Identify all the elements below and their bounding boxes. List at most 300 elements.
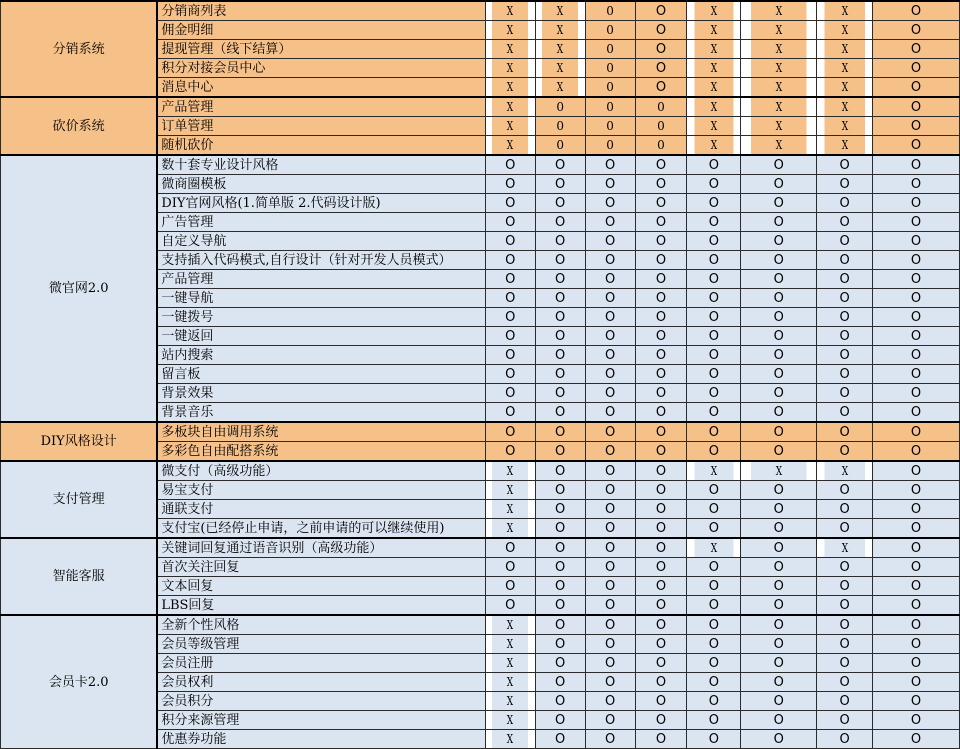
feature-cell: 订单管理: [157, 117, 485, 136]
availability-cell: O: [535, 654, 585, 673]
availability-cell: O: [635, 194, 687, 213]
availability-cell: O: [741, 519, 817, 539]
feature-cell: 支付宝(已经停止申请，之前申请的可以继续使用): [157, 519, 485, 539]
availability-cell: O: [687, 251, 741, 270]
availability-cell: O: [873, 654, 960, 673]
availability-cell: O: [817, 365, 873, 384]
availability-cell: O: [535, 635, 585, 654]
availability-cell: O: [687, 175, 741, 194]
availability-cell: X: [694, 136, 734, 156]
availability-cell: 0: [585, 78, 635, 98]
availability-cell: O: [873, 422, 960, 442]
availability-cell: O: [585, 730, 635, 749]
availability-cell: X: [750, 21, 807, 40]
availability-cell: O: [687, 422, 741, 442]
table-row: [1, 538, 960, 558]
feature-cell: 会员注册: [157, 654, 485, 673]
availability-cell: O: [635, 40, 687, 59]
availability-cell: X: [694, 117, 734, 136]
availability-cell: O: [741, 558, 817, 577]
availability-cell: O: [535, 346, 585, 365]
availability-cell: O: [741, 213, 817, 232]
availability-cell: O: [741, 155, 817, 175]
availability-cell: O: [585, 654, 635, 673]
availability-cell: O: [635, 213, 687, 232]
feature-cell: 分销商列表: [157, 1, 485, 21]
availability-cell: O: [585, 481, 635, 500]
availability-cell: O: [585, 365, 635, 384]
availability-cell: O: [741, 500, 817, 519]
availability-cell: O: [873, 461, 960, 481]
section-label: 智能客服: [1, 538, 158, 615]
feature-cell: 会员权利: [157, 673, 485, 692]
availability-cell: O: [873, 615, 960, 635]
availability-cell: O: [635, 175, 687, 194]
availability-cell: X: [491, 1, 528, 21]
availability-cell: O: [485, 270, 535, 289]
availability-cell: O: [873, 365, 960, 384]
availability-cell: O: [687, 558, 741, 577]
availability-cell: O: [585, 232, 635, 251]
availability-cell: O: [535, 422, 585, 442]
availability-cell: O: [635, 422, 687, 442]
availability-cell: 0: [585, 1, 635, 21]
availability-cell: O: [585, 692, 635, 711]
availability-cell: O: [687, 500, 741, 519]
availability-cell: O: [817, 327, 873, 346]
availability-cell: O: [817, 635, 873, 654]
availability-cell: X: [824, 40, 866, 59]
feature-cell: 产品管理: [157, 97, 485, 117]
availability-cell: O: [741, 635, 817, 654]
availability-cell: O: [817, 500, 873, 519]
availability-cell: O: [873, 500, 960, 519]
availability-cell: O: [485, 175, 535, 194]
feature-cell: 背景音乐: [157, 403, 485, 423]
availability-cell: 0: [585, 136, 635, 156]
availability-cell: O: [635, 692, 687, 711]
availability-cell: O: [687, 481, 741, 500]
availability-cell: O: [585, 519, 635, 539]
availability-cell: O: [535, 194, 585, 213]
availability-cell: O: [585, 403, 635, 423]
availability-cell: O: [635, 289, 687, 308]
feature-cell: 会员积分: [157, 692, 485, 711]
availability-cell: X: [541, 1, 578, 21]
availability-cell: X: [491, 519, 528, 539]
availability-cell: O: [635, 461, 687, 481]
feature-cell: 文本回复: [157, 577, 485, 596]
availability-cell: X: [541, 40, 578, 59]
availability-cell: O: [635, 558, 687, 577]
availability-cell: O: [687, 596, 741, 616]
availability-cell: O: [687, 403, 741, 423]
availability-cell: X: [491, 40, 528, 59]
table-row: [1, 615, 960, 635]
availability-cell: O: [535, 232, 585, 251]
availability-cell: O: [687, 654, 741, 673]
availability-cell: O: [635, 711, 687, 730]
matrix-body: [1, 1, 960, 749]
availability-cell: X: [491, 730, 528, 749]
availability-cell: O: [635, 673, 687, 692]
availability-cell: X: [694, 59, 734, 78]
availability-cell: O: [873, 251, 960, 270]
availability-cell: O: [741, 711, 817, 730]
availability-cell: O: [635, 500, 687, 519]
availability-cell: O: [817, 175, 873, 194]
availability-cell: O: [585, 194, 635, 213]
availability-cell: O: [817, 289, 873, 308]
availability-cell: O: [873, 327, 960, 346]
availability-cell: O: [873, 481, 960, 500]
availability-cell: O: [535, 519, 585, 539]
availability-cell: O: [741, 365, 817, 384]
availability-cell: O: [635, 635, 687, 654]
availability-cell: O: [585, 308, 635, 327]
availability-cell: O: [585, 596, 635, 616]
availability-cell: O: [873, 577, 960, 596]
availability-cell: O: [741, 422, 817, 442]
feature-cell: 微支付（高级功能）: [157, 461, 485, 481]
availability-cell: O: [485, 251, 535, 270]
availability-cell: 0: [585, 59, 635, 78]
availability-cell: O: [635, 21, 687, 40]
feature-cell: 首次关注回复: [157, 558, 485, 577]
availability-cell: O: [741, 175, 817, 194]
availability-cell: O: [817, 577, 873, 596]
availability-cell: X: [750, 1, 807, 21]
availability-cell: O: [535, 327, 585, 346]
feature-cell: 积分来源管理: [157, 711, 485, 730]
availability-cell: O: [873, 1, 960, 21]
availability-cell: X: [750, 78, 807, 98]
availability-cell: 0: [585, 117, 635, 136]
availability-cell: X: [694, 21, 734, 40]
availability-cell: O: [535, 711, 585, 730]
availability-cell: O: [635, 596, 687, 616]
availability-cell: O: [741, 194, 817, 213]
availability-cell: O: [687, 270, 741, 289]
section-label: 支付管理: [1, 461, 158, 538]
availability-cell: O: [585, 289, 635, 308]
availability-cell: O: [635, 365, 687, 384]
availability-cell: X: [824, 59, 866, 78]
availability-cell: O: [535, 270, 585, 289]
availability-cell: O: [635, 577, 687, 596]
availability-cell: O: [741, 596, 817, 616]
availability-cell: 0: [585, 97, 635, 117]
feature-cell: 微商圈模板: [157, 175, 485, 194]
availability-cell: O: [585, 327, 635, 346]
feature-cell: 易宝支付: [157, 481, 485, 500]
availability-cell: O: [485, 422, 535, 442]
availability-cell: O: [873, 21, 960, 40]
availability-cell: O: [635, 59, 687, 78]
availability-cell: O: [873, 692, 960, 711]
availability-cell: O: [817, 442, 873, 462]
table-row: [1, 1, 960, 21]
availability-cell: O: [585, 577, 635, 596]
availability-cell: O: [635, 730, 687, 749]
feature-cell: 支持插入代码模式,自行设计（针对开发人员模式）: [157, 251, 485, 270]
availability-cell: 0: [635, 97, 687, 117]
availability-cell: X: [491, 78, 528, 98]
availability-cell: O: [635, 232, 687, 251]
availability-cell: O: [817, 346, 873, 365]
availability-cell: O: [485, 365, 535, 384]
availability-cell: O: [535, 155, 585, 175]
availability-cell: X: [824, 117, 866, 136]
feature-cell: 积分对接会员中心: [157, 59, 485, 78]
availability-cell: O: [585, 175, 635, 194]
availability-cell: X: [491, 711, 528, 730]
availability-cell: O: [687, 346, 741, 365]
availability-cell: O: [687, 289, 741, 308]
availability-cell: O: [741, 308, 817, 327]
availability-cell: O: [687, 155, 741, 175]
availability-cell: X: [824, 1, 866, 21]
availability-cell: O: [741, 673, 817, 692]
availability-cell: X: [491, 97, 528, 117]
availability-cell: O: [741, 654, 817, 673]
availability-cell: O: [873, 519, 960, 539]
table-row: [1, 155, 960, 175]
availability-cell: O: [485, 558, 535, 577]
availability-cell: O: [535, 596, 585, 616]
availability-cell: O: [873, 59, 960, 78]
availability-cell: O: [817, 673, 873, 692]
availability-cell: X: [750, 59, 807, 78]
availability-cell: O: [873, 403, 960, 423]
availability-cell: O: [817, 654, 873, 673]
availability-cell: O: [585, 538, 635, 558]
availability-cell: 0: [535, 117, 585, 136]
availability-cell: O: [741, 327, 817, 346]
availability-cell: O: [817, 194, 873, 213]
availability-cell: O: [873, 673, 960, 692]
availability-cell: X: [694, 78, 734, 98]
availability-cell: O: [635, 538, 687, 558]
section-label: 分销系统: [1, 1, 158, 97]
availability-cell: O: [741, 538, 817, 558]
feature-cell: 佣金明细: [157, 21, 485, 40]
availability-cell: O: [741, 692, 817, 711]
availability-cell: O: [873, 538, 960, 558]
availability-cell: 0: [635, 117, 687, 136]
availability-cell: O: [741, 615, 817, 635]
availability-cell: O: [741, 270, 817, 289]
availability-cell: O: [485, 327, 535, 346]
availability-cell: O: [817, 270, 873, 289]
availability-cell: X: [750, 136, 807, 156]
availability-cell: O: [873, 78, 960, 98]
availability-cell: X: [491, 461, 528, 481]
availability-cell: X: [491, 654, 528, 673]
availability-cell: O: [687, 730, 741, 749]
availability-cell: O: [817, 251, 873, 270]
feature-cell: 一键返回: [157, 327, 485, 346]
table-row: [1, 422, 960, 442]
availability-cell: O: [635, 346, 687, 365]
availability-cell: X: [694, 97, 734, 117]
availability-cell: O: [485, 346, 535, 365]
availability-cell: O: [687, 519, 741, 539]
availability-cell: O: [585, 442, 635, 462]
availability-cell: O: [485, 442, 535, 462]
availability-cell: O: [485, 289, 535, 308]
availability-cell: X: [491, 500, 528, 519]
availability-cell: O: [485, 308, 535, 327]
table-row: [1, 97, 960, 117]
feature-cell: 全新个性风格: [157, 615, 485, 635]
availability-cell: O: [687, 692, 741, 711]
availability-cell: O: [635, 78, 687, 98]
availability-cell: X: [541, 78, 578, 98]
availability-cell: O: [635, 403, 687, 423]
availability-cell: O: [817, 232, 873, 251]
availability-cell: X: [491, 136, 528, 156]
availability-cell: O: [687, 232, 741, 251]
availability-cell: O: [535, 289, 585, 308]
feature-cell: 站内搜索: [157, 346, 485, 365]
availability-cell: O: [535, 615, 585, 635]
feature-cell: 提现管理（线下结算）: [157, 40, 485, 59]
availability-cell: 0: [635, 136, 687, 156]
availability-cell: O: [873, 194, 960, 213]
availability-cell: O: [873, 289, 960, 308]
availability-cell: O: [817, 615, 873, 635]
availability-cell: O: [585, 673, 635, 692]
availability-cell: O: [535, 730, 585, 749]
availability-cell: O: [535, 481, 585, 500]
availability-cell: 0: [585, 40, 635, 59]
availability-cell: X: [541, 21, 578, 40]
feature-cell: 背景效果: [157, 384, 485, 403]
availability-cell: 0: [535, 136, 585, 156]
availability-cell: O: [817, 213, 873, 232]
availability-cell: O: [817, 596, 873, 616]
availability-cell: X: [491, 635, 528, 654]
section-label: DIY风格设计: [1, 422, 158, 461]
availability-cell: O: [535, 558, 585, 577]
availability-cell: X: [824, 136, 866, 156]
availability-cell: O: [535, 175, 585, 194]
availability-cell: O: [635, 654, 687, 673]
availability-cell: O: [873, 384, 960, 403]
availability-cell: O: [741, 384, 817, 403]
availability-cell: O: [873, 635, 960, 654]
availability-cell: O: [873, 442, 960, 462]
feature-cell: 数十套专业设计风格: [157, 155, 485, 175]
feature-cell: DIY官网风格(1.简单版 2.代码设计版): [157, 194, 485, 213]
availability-cell: O: [635, 251, 687, 270]
availability-cell: O: [873, 136, 960, 156]
feature-cell: 多彩色自由配搭系统: [157, 442, 485, 462]
availability-cell: X: [694, 538, 734, 558]
availability-cell: X: [491, 481, 528, 500]
availability-cell: O: [585, 615, 635, 635]
availability-cell: O: [741, 730, 817, 749]
availability-cell: O: [817, 558, 873, 577]
availability-cell: O: [535, 384, 585, 403]
availability-cell: O: [741, 289, 817, 308]
availability-cell: O: [485, 577, 535, 596]
availability-cell: O: [535, 365, 585, 384]
availability-cell: O: [535, 308, 585, 327]
availability-cell: X: [491, 59, 528, 78]
availability-cell: O: [635, 270, 687, 289]
availability-cell: O: [741, 577, 817, 596]
availability-cell: X: [491, 615, 528, 635]
availability-cell: X: [750, 117, 807, 136]
availability-cell: O: [873, 346, 960, 365]
availability-cell: O: [485, 213, 535, 232]
availability-cell: O: [585, 155, 635, 175]
availability-cell: X: [694, 461, 734, 481]
availability-cell: O: [873, 232, 960, 251]
availability-cell: X: [750, 461, 807, 481]
availability-cell: O: [817, 730, 873, 749]
availability-cell: O: [635, 155, 687, 175]
availability-cell: O: [635, 615, 687, 635]
availability-cell: O: [585, 251, 635, 270]
feature-cell: 消息中心: [157, 78, 485, 98]
availability-cell: O: [687, 194, 741, 213]
availability-cell: X: [491, 21, 528, 40]
availability-cell: O: [585, 346, 635, 365]
availability-cell: O: [585, 384, 635, 403]
availability-cell: X: [824, 461, 866, 481]
availability-cell: O: [873, 117, 960, 136]
availability-cell: O: [817, 692, 873, 711]
table-row: [1, 461, 960, 481]
feature-cell: 一键导航: [157, 289, 485, 308]
availability-cell: O: [817, 422, 873, 442]
availability-cell: X: [694, 1, 734, 21]
availability-cell: O: [585, 711, 635, 730]
feature-cell: 多板块自由调用系统: [157, 422, 485, 442]
availability-cell: O: [535, 692, 585, 711]
availability-cell: O: [535, 213, 585, 232]
availability-cell: O: [535, 251, 585, 270]
feature-cell: 自定义导航: [157, 232, 485, 251]
availability-cell: O: [687, 384, 741, 403]
availability-cell: O: [817, 155, 873, 175]
section-label: 会员卡2.0: [1, 615, 158, 749]
availability-cell: O: [635, 308, 687, 327]
availability-cell: O: [687, 577, 741, 596]
availability-cell: O: [817, 481, 873, 500]
availability-cell: O: [817, 308, 873, 327]
feature-cell: 会员等级管理: [157, 635, 485, 654]
availability-cell: O: [535, 673, 585, 692]
availability-cell: X: [824, 97, 866, 117]
availability-cell: O: [687, 365, 741, 384]
feature-cell: 优惠券功能: [157, 730, 485, 749]
availability-cell: O: [687, 442, 741, 462]
availability-cell: X: [750, 40, 807, 59]
availability-cell: O: [741, 251, 817, 270]
availability-cell: O: [873, 596, 960, 616]
availability-cell: O: [687, 615, 741, 635]
availability-cell: O: [741, 481, 817, 500]
availability-cell: O: [485, 194, 535, 213]
availability-cell: O: [485, 403, 535, 423]
availability-cell: O: [873, 730, 960, 749]
availability-cell: O: [741, 403, 817, 423]
availability-cell: O: [585, 635, 635, 654]
